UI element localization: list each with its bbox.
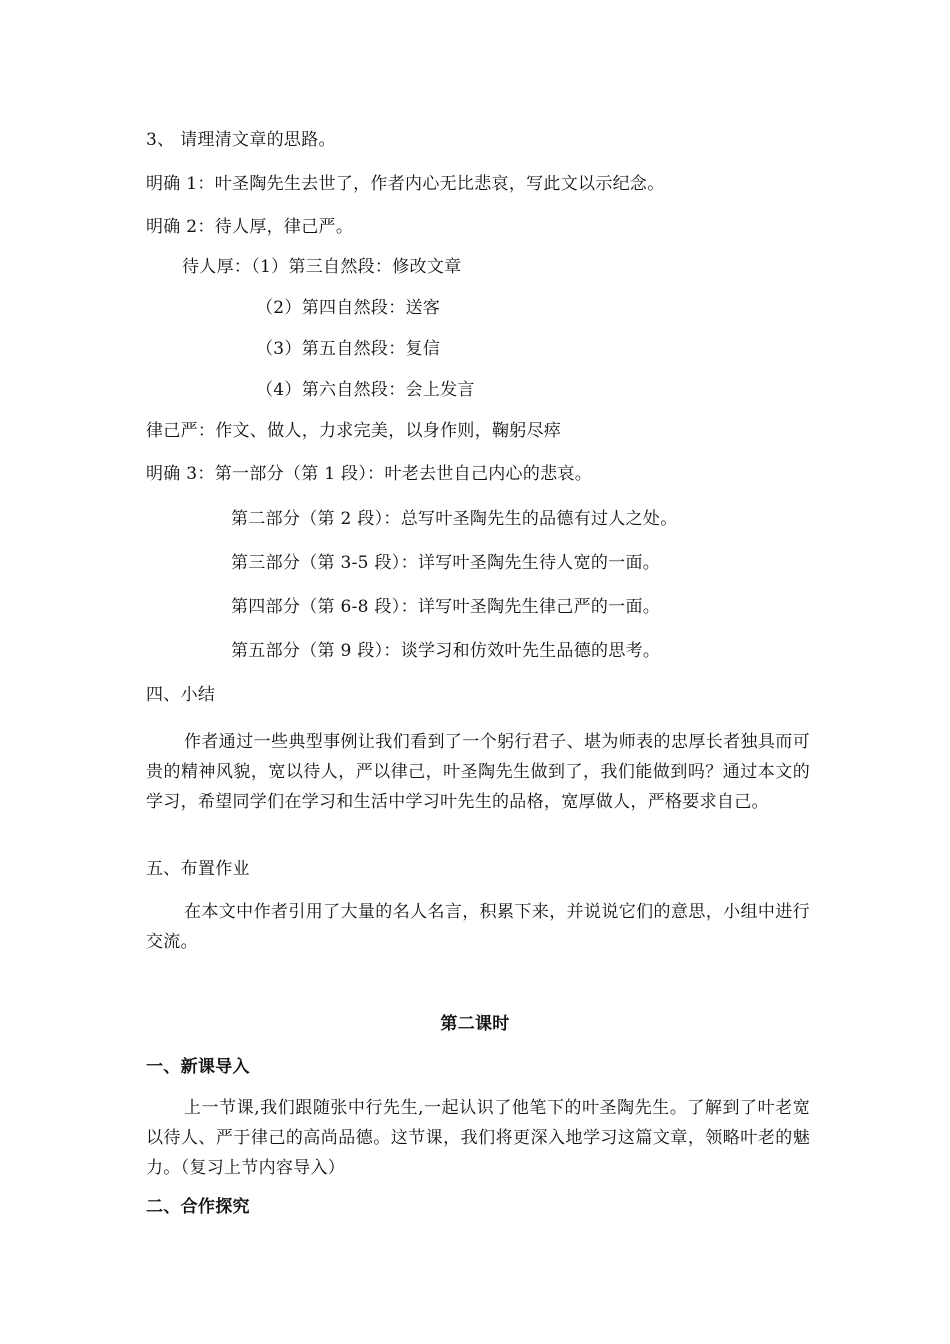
dairen-item-4: （4）第六自然段：会上发言 (256, 380, 475, 400)
ming-que-2: 明确 2：待人厚，律己严。 (146, 217, 354, 237)
dairen-item-2: （2）第四自然段：送客 (256, 298, 441, 318)
section3-heading: 3、 请理清文章的思路。 (146, 130, 336, 150)
dairen-item-1: 待人厚：（1）第三自然段：修改文章 (182, 257, 462, 277)
homework-paragraph: 在本文中作者引用了大量的名人名言，积累下来，并说说它们的意思，小组中进行交流。 (146, 902, 810, 952)
intro-heading: 一、新课导入 (146, 1057, 250, 1077)
lvji-yan: 律己严：作文、做人，力求完美，以身作则，鞠躬尽瘁 (146, 421, 562, 441)
part-2: 第二部分（第 2 段）：总写叶圣陶先生的品德有过人之处。 (231, 509, 678, 529)
part-3: 第三部分（第 3-5 段）：详写叶圣陶先生待人宽的一面。 (231, 553, 661, 573)
summary-heading: 四、小结 (146, 685, 216, 705)
ming-que-1: 明确 1：叶圣陶先生去世了，作者内心无比悲哀，写此文以示纪念。 (146, 174, 665, 194)
part-5: 第五部分（第 9 段）：谈学习和仿效叶先生品德的思考。 (231, 641, 661, 661)
homework-heading: 五、布置作业 (146, 859, 250, 879)
lesson2-title: 第二课时 (440, 1014, 510, 1034)
intro-paragraph: 上一节课,我们跟随张中行先生,一起认识了他笔下的叶圣陶先生。了解到了叶老宽以待人、严于律己的高尚品德。这节课，我们将更深入地学习这篇文章，领略叶老的魅力。（复习上节内容导入） (146, 1098, 810, 1178)
part-4: 第四部分（第 6-8 段）：详写叶圣陶先生律己严的一面。 (231, 597, 661, 617)
dairen-item-3: （3）第五自然段：复信 (256, 339, 441, 359)
explore-heading: 二、合作探究 (146, 1197, 250, 1217)
ming-que-3: 明确 3：第一部分（第 1 段）：叶老去世自己内心的悲哀。 (146, 464, 593, 484)
summary-paragraph: 作者通过一些典型事例让我们看到了一个躬行君子、堪为师表的忠厚长者独具而可贵的精神风貌，宽以待人，严以律己，叶圣陶先生做到了，我们能做到吗？通过本文的学习，希望同学们在学习和生活中学习叶先生的品格，宽厚做人，严格要求自己。 (146, 732, 810, 812)
